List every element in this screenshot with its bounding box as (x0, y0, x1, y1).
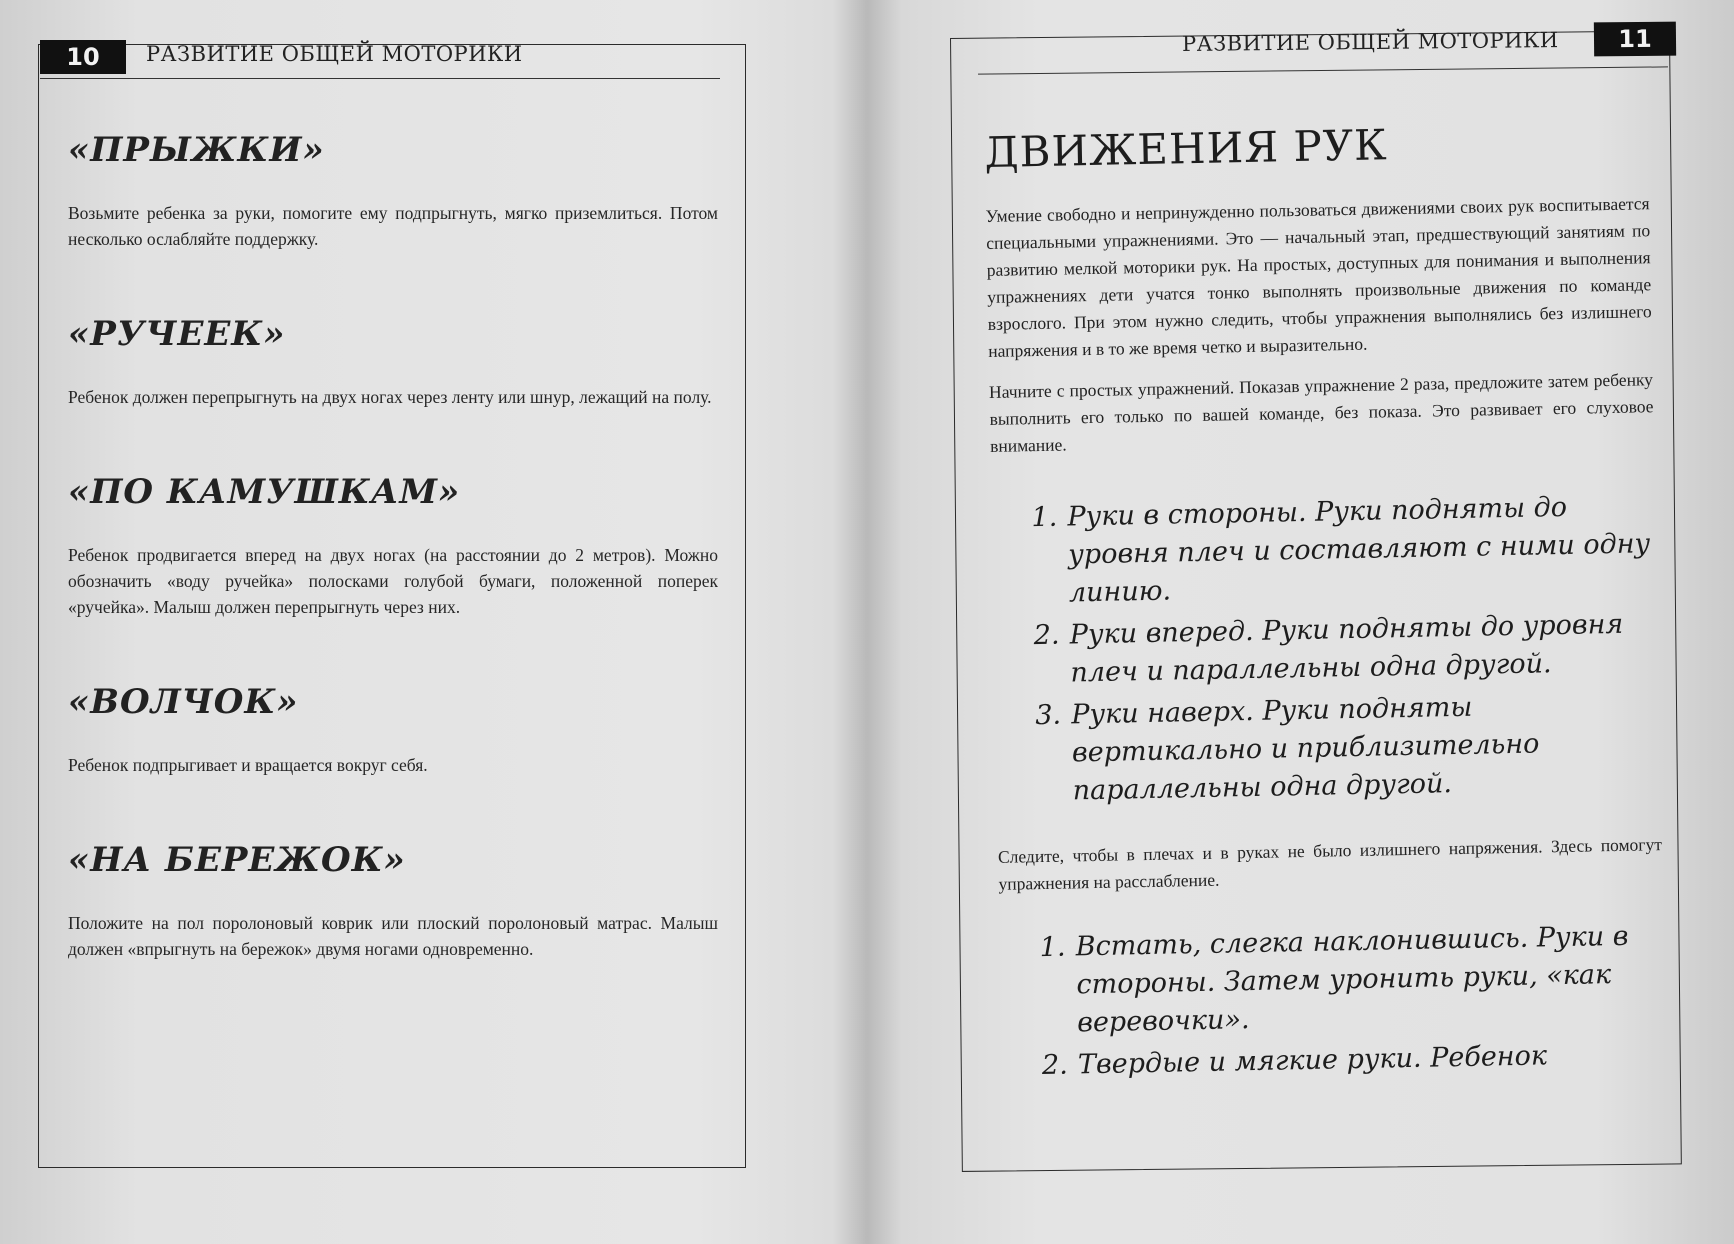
exercise-title: «НА БЕРЕЖОК» (68, 840, 406, 880)
list-item (1039, 917, 1665, 1043)
list-item (1031, 487, 1657, 613)
list-item-text: Твердые и мягкие руки. Ребенок (1077, 1040, 1548, 1081)
middle-paragraph: Следите, чтобы в плечах и в руках не было излишнего напряжения. Здесь помогут упражнения на расслабление. (997, 834, 1663, 894)
exercise-title: «ПО КАМУШКАМ» (68, 472, 461, 512)
exercise-text: Ребенок должен перепрыгнуть на двух ногах через ленту или шнур, лежащий на полу. (68, 387, 712, 407)
intro-paragraph: Умение свободно и непринужденно пользоваться движениями своих рук воспитывается специальными упражнениями. Это — начальный этап, предшествующий занятиям по развитию мелкой моторики рук. На простых, доступных для понимания и выполнения упражнениях дети учатся тонко выполнять произвольные движения по команде взрослого. При этом нужно следить, чтобы упражнения выполнялись без излишнего напряжения и в то же время четко и выразительно. (985, 193, 1652, 361)
exercise-stones (68, 472, 718, 620)
list-item (1035, 685, 1661, 811)
list-item-text: Руки в стороны. Руки подняты до уровня плеч и составляют с ними одну линию. (1067, 491, 1651, 609)
list-item-text: Руки вперед. Руки подняты до уровня плеч и параллельны одна другой. (1069, 608, 1624, 689)
exercise-text: Ребенок подпрыгивает и вращается вокруг себя. (68, 755, 428, 775)
left-page (0, 0, 860, 1244)
right-running-head: РАЗВИТИЕ ОБЩЕЙ МОТОРИКИ (1181, 28, 1559, 56)
list-item-number: 1. (1031, 501, 1058, 534)
list-item (1042, 1035, 1667, 1085)
right-page-content (984, 115, 1667, 1118)
list-item-number: 2. (1033, 619, 1060, 652)
exercise-text: Ребенок продвигается вперед на двух ногах (на расстоянии до 2 метров). Можно обозначить «воду ручейка» полосками голубой бумаги, положенной поперек «ручейка». Малыш должен перепрыгнуть через них. (68, 545, 718, 617)
list-item-text: Встать, слегка наклонившись. Руки в стороны. Затем уронить руки, «как веревочки». (1075, 920, 1629, 1039)
exercise-stream (68, 314, 718, 410)
left-page-content (68, 130, 718, 1024)
exercise-text: Положите на пол поролоновый коврик или плоский поролоновый матрас. Малыш должен «впрыгнуть на бережок» двумя ногами одновременно. (68, 913, 718, 959)
exercise-text: Возьмите ребенка за руки, помогите ему подпрыгнуть, мягко приземлиться. Потом несколько ослабляйте поддержку. (68, 203, 718, 249)
list-item (1033, 605, 1658, 693)
left-running-head: РАЗВИТИЕ ОБЩЕЙ МОТОРИКИ (146, 42, 523, 66)
left-page-number: 10 (40, 40, 126, 74)
section-title: ДВИЖЕНИЯ РУК (984, 120, 1388, 177)
exercise-jumps (68, 130, 718, 252)
right-page-number: 11 (1594, 22, 1676, 57)
exercise-title: «РУЧЕЕК» (68, 314, 286, 354)
exercise-spinning-top (68, 682, 718, 778)
right-page (874, 0, 1734, 1244)
left-header-rule (40, 78, 720, 79)
exercise-title: «ВОЛЧОК» (68, 682, 299, 722)
list-item-number: 1. (1039, 931, 1066, 964)
list-item-number: 2. (1041, 1049, 1069, 1082)
exercise-title: «ПРЫЖКИ» (68, 130, 325, 170)
list-item-number: 3. (1034, 699, 1062, 732)
exercise-shore (68, 840, 718, 962)
intro-paragraph: Начните с простых упражнений. Показав упражнение 2 раза, предложите затем ребенку выполнить его только по вашей команде, без показа. Это развивает его слуховое внимание. (988, 369, 1654, 456)
relax-steps-list (999, 917, 1666, 1086)
list-item-text: Руки наверх. Руки подняты вертикально и приблизительно параллельны одна другой. (1070, 691, 1540, 807)
arm-steps-list (991, 487, 1661, 812)
